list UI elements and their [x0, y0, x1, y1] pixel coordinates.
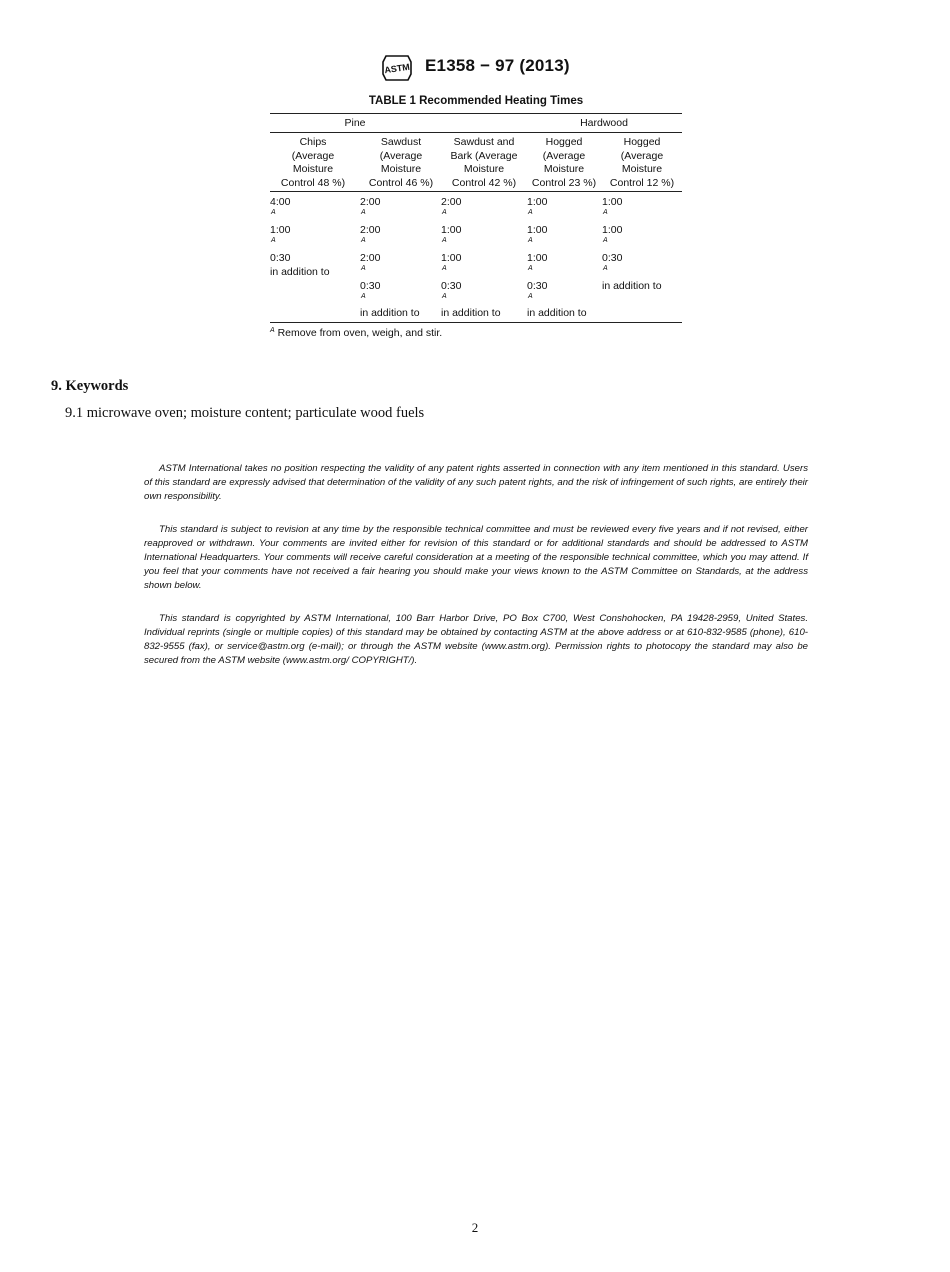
- column-header-line: Moisture: [543, 163, 585, 175]
- table-cell: 4:00: [270, 196, 291, 208]
- footnote-text: Remove from oven, weigh, and stir.: [277, 327, 443, 339]
- table-cell-footnote-mark: A: [603, 265, 608, 272]
- table-cell-footnote-mark: A: [361, 209, 366, 216]
- table-cell: 1:00: [602, 224, 623, 236]
- table-cell: in addition to: [527, 307, 587, 319]
- table-cell-footnote-mark: A: [442, 237, 447, 244]
- table-bottom-rule: [270, 322, 682, 323]
- table-cell: in addition to: [441, 307, 501, 319]
- column-header-line: (Average: [542, 149, 586, 162]
- table-cell-footnote-mark: A: [603, 209, 608, 216]
- table-cell: 1:00: [441, 252, 462, 264]
- table-cell: in addition to: [270, 266, 330, 278]
- group-header-rule: [270, 132, 682, 133]
- column-header-line: Control 48 %): [280, 176, 346, 189]
- column-header-line: Control 12 %): [609, 176, 675, 189]
- table-cell: 2:00: [441, 196, 462, 208]
- table-cell: in addition to: [360, 307, 420, 319]
- table-cell-footnote-mark: A: [442, 265, 447, 272]
- column-header-line: Chips: [299, 136, 327, 148]
- column-header-line: Hogged: [623, 136, 661, 148]
- table-cell: 0:30: [527, 280, 548, 292]
- keywords-heading: 9. Keywords: [51, 378, 129, 394]
- table-cell: 2:00: [360, 252, 381, 264]
- table-cell: 2:00: [360, 224, 381, 236]
- document-designation: E1358 − 97 (2013): [425, 56, 570, 75]
- table-cell: 2:00: [360, 196, 381, 208]
- table-cell-footnote-mark: A: [442, 209, 447, 216]
- table-cell: 0:30: [360, 280, 381, 292]
- table-cell-footnote-mark: A: [528, 237, 533, 244]
- table-cell-footnote-mark: A: [361, 293, 366, 300]
- table-cell: 1:00: [441, 224, 462, 236]
- column-header-line: (Average: [291, 149, 335, 162]
- astm-logo: [378, 52, 416, 84]
- table-cell: 1:00: [527, 196, 548, 208]
- table-cell-footnote-mark: A: [271, 209, 276, 216]
- column-header-pine-chips: [266, 136, 360, 190]
- table-cell: 0:30: [602, 252, 623, 264]
- table-cell-footnote-mark: A: [271, 237, 276, 244]
- column-header-line: Control 23 %): [531, 176, 597, 189]
- revision-notice: This standard is subject to revision at any time by the responsible technical committee and must be reviewed every five years and if not revised, either reapproved or withdrawn. Your comments are invited either for revision of this standard or for additional standards and should be addressed to ASTM International Headquarters. Your comments will receive careful consideration at a meeting of the responsible technical committee, which you may attend. If you feel that your comments have not received a fair hearing you should make your views known to the ASTM Committee on Standards, at the address shown below.: [144, 524, 808, 591]
- column-header-line: Moisture: [380, 163, 422, 175]
- table-cell-footnote-mark: A: [528, 293, 533, 300]
- column-header-pine-sawdust-bark: [439, 136, 529, 190]
- table-caption: TABLE 1 Recommended Heating Times: [368, 95, 584, 107]
- footnote-marker: A: [270, 327, 275, 334]
- group-header-hardwood: Hardwood: [580, 117, 628, 129]
- table-cell-footnote-mark: A: [361, 265, 366, 272]
- table-cell-footnote-mark: A: [528, 209, 533, 216]
- table-cell: 1:00: [527, 252, 548, 264]
- table-cell: 0:30: [441, 280, 462, 292]
- page-number: 2: [471, 1220, 479, 1235]
- column-header-line: Moisture: [292, 163, 334, 175]
- column-header-line: Hogged: [545, 136, 583, 148]
- column-header-line: Control 42 %): [451, 176, 517, 189]
- copyright-notice: This standard is copyrighted by ASTM International, 100 Barr Harbor Drive, PO Box C700, West Conshohocken, PA 19428-2959, United States. Individual reprints (single or multiple copies) of this standard may be obtained by contacting ASTM at the above address or at 610-832-9585 (phone), 610-832-9555 (fax), or service@astm.org (e-mail); or through the ASTM website (www.astm.org). Permission rights to photocopy the standard may also be secured from the ASTM website (www.astm.org/ COPYRIGHT/).: [144, 613, 808, 666]
- table-cell-footnote-mark: A: [442, 293, 447, 300]
- table-cell: 1:00: [270, 224, 291, 236]
- table-cell-footnote-mark: A: [528, 265, 533, 272]
- table-cell-footnote-mark: A: [361, 237, 366, 244]
- column-header-line: (Average: [620, 149, 664, 162]
- table-cell-footnote-mark: A: [603, 237, 608, 244]
- column-header-rule: [270, 191, 682, 192]
- page-header: [0, 50, 950, 86]
- column-header-line: Sawdust: [380, 136, 422, 148]
- table-cell: 0:30: [270, 252, 291, 264]
- column-header-line: Moisture: [463, 163, 505, 175]
- table-cell: 1:00: [527, 224, 548, 236]
- group-header-pine: Pine: [344, 117, 366, 129]
- column-header-line: (Average: [379, 149, 423, 162]
- column-header-hardwood-hogged-23: [520, 136, 608, 190]
- patent-notice: ASTM International takes no position respecting the validity of any patent rights asserted in connection with any item mentioned in this standard. Users of this standard are expressly advised that determination of the validity of any such patent rights, and the risk of infringement of such rights, are entirely their own responsibility.: [144, 463, 808, 502]
- column-header-hardwood-hogged-12: [598, 136, 686, 190]
- column-header-pine-sawdust: [356, 136, 446, 190]
- astm-logo-text: ASTM: [383, 61, 411, 76]
- table-top-rule: [270, 113, 682, 114]
- column-header-line: Moisture: [621, 163, 663, 175]
- column-header-line: Control 46 %): [368, 176, 434, 189]
- table-cell: 1:00: [602, 196, 623, 208]
- column-header-line: Sawdust and: [453, 136, 515, 148]
- table-footnote: [270, 327, 442, 339]
- column-header-line: Bark (Average: [450, 149, 518, 162]
- table-cell: in addition to: [602, 280, 662, 292]
- keywords-text: 9.1 microwave oven; moisture content; particulate wood fuels: [65, 405, 425, 421]
